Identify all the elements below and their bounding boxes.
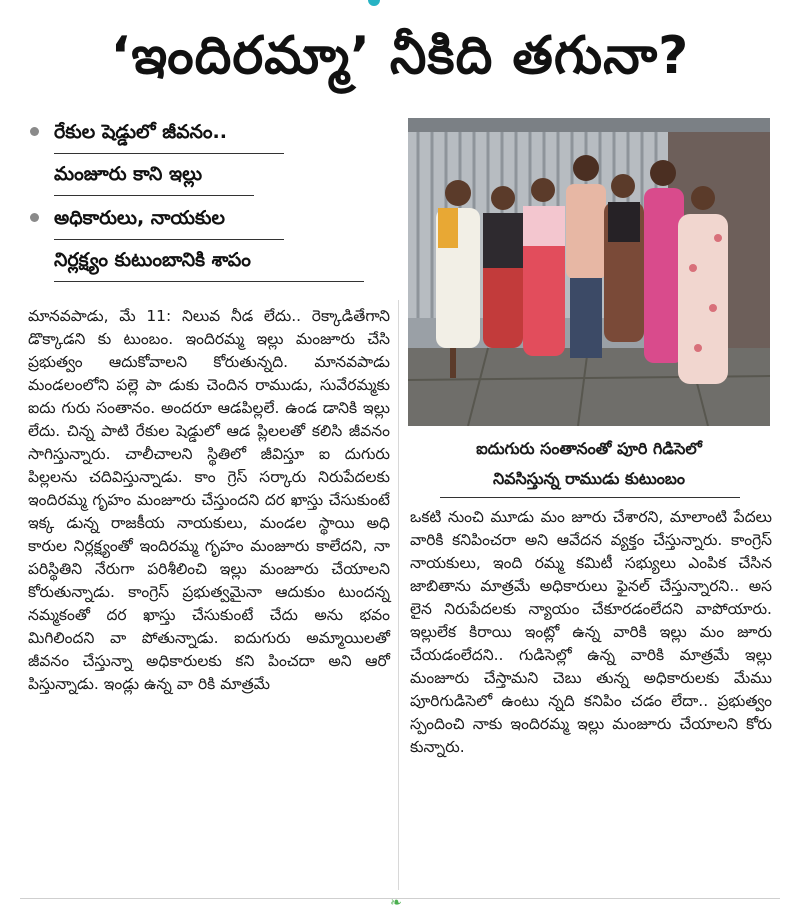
caption-underline — [440, 497, 740, 498]
caption-line: ఐదుగురు సంతానంతో పూరి గిడిసెలో — [476, 439, 702, 458]
family-photo — [408, 118, 770, 426]
deck-item-2 — [30, 198, 390, 282]
deck-bullets — [30, 112, 390, 284]
deck-line: రేకుల షెడ్డులో జీవనం.. — [54, 112, 284, 154]
bullet-dot-icon — [30, 127, 39, 136]
top-accent-dot — [368, 0, 380, 6]
deck-line: నిర్లక్ష్యం కుటుంబానికి శాపం — [54, 240, 364, 282]
caption-line: నివసిస్తున్న రాముడు కుటుంబం — [492, 469, 686, 488]
article-body-right — [410, 506, 772, 759]
bullet-dot-icon — [30, 213, 39, 222]
leaf-icon: ❧ — [390, 895, 402, 911]
column-divider — [398, 300, 399, 890]
headline: ‘ఇందిరమ్మా’ నీకిది తగునా? — [110, 26, 690, 86]
article-paragraph: మానవపాడు, మే 11: నిలువ నీడ లేదు.. రెక్కాడితేగాని డొక్కాడని కు టుంబం. ఇందిరమ్మ ఇల్లు మంజూరు చేసి ప్రభుత్వం ఆదుకోవాలని కోరుతున్నది. మానవపాడు మండలంలోని పల్లె పా డుకు చెందిన రాముడు, సువేరమ్మకు ఐదు గురు సంతానం. అందరూ ఆడపిల్లలే. ఉండ డానికి ఇల్లు లేదు. చిన్న పాటి రేకుల షెడ్డులో ఆడ ప్లిలలతో కలిసి జీవనం సాగిస్తున్నారు. చాలీచాలని స్థితిలో జీవిస్తూ ఐ దుగురు పిల్లలను చదివిస్తున్నాడు. కాం గ్రెస్ సర్కారు నిరుపేదలకు ఇందిరమ్మ గృహం మంజూరు చేస్తుందని దర ఖాస్తు చేసుకుంటే ఇక్క డున్న రాజకీయ నాయకులు, మండల స్థాయి అధి కారుల నిర్లక్ష్యంతో ఇందిరమ్మ గృహం మంజూరు కాలేదని, నా పరిస్థితిని నేరుగా పరిశీలించి ఇల్లు మంజూరు చేయాలని కోరుతున్నాడు. కాంగ్రెస్ ప్రభుత్వమైనా ఆదుకుం టుందన్న నమ్మకంతో దర ఖాస్తు చేసుకుంటే చేదు అను భవం మిగిలిందని వా పోతున్నాడు. ఐదుగురు అమ్మాయిలతో జీవనం చేస్తున్నా అధికారులకు కని పించదా అని ఆరో పిస్తున్నాడు. ఇండ్లు ఉన్న వా రికి మాత్రమే — [28, 307, 390, 693]
article-body-left — [28, 305, 390, 696]
deck-line: మంజూరు కాని ఇల్లు — [54, 154, 254, 196]
deck-item-1 — [30, 112, 390, 196]
deck-line: అధికారులు, నాయకుల — [54, 198, 284, 240]
photo-caption — [408, 434, 770, 494]
article-paragraph: ఒకటి నుంచి మూడు మం జూరు చేశారని, మాలాంటి పేదలు వారికి కనిపించరా అని ఆవేదన వ్యక్తం చేస్తున్నారు. కాంగ్రెస్ నాయకులు, ఇంది రమ్మ కమిటీ సభ్యులు ఎంపిక చేసిన జాబితాను మాత్రమే అధికారులు ఫైనల్ చేస్తున్నారని.. అస లైన నిరుపేదలకు న్యాయం చేకూరడంలేదని వాపోయారు. ఇల్లులేక కిరాయి ఇంట్లో ఉన్న వారికి ఇల్లు మం జూరు చేయడంలేదని.. గుడిసెల్లో ఉన్న వారికి మాత్రమే ఇల్లు మంజూరు చేస్తామని చెబు తున్న అధికారులకు మేము పూరిగుడిసెలో ఉంటు న్నది కనిపిం చడం లేదా.. ప్రభుత్వం స్పందించి నాకు ఇందిరమ్మ ఇల్లు మంజూరు చేయాలని కోరు కున్నారు. — [410, 508, 772, 756]
